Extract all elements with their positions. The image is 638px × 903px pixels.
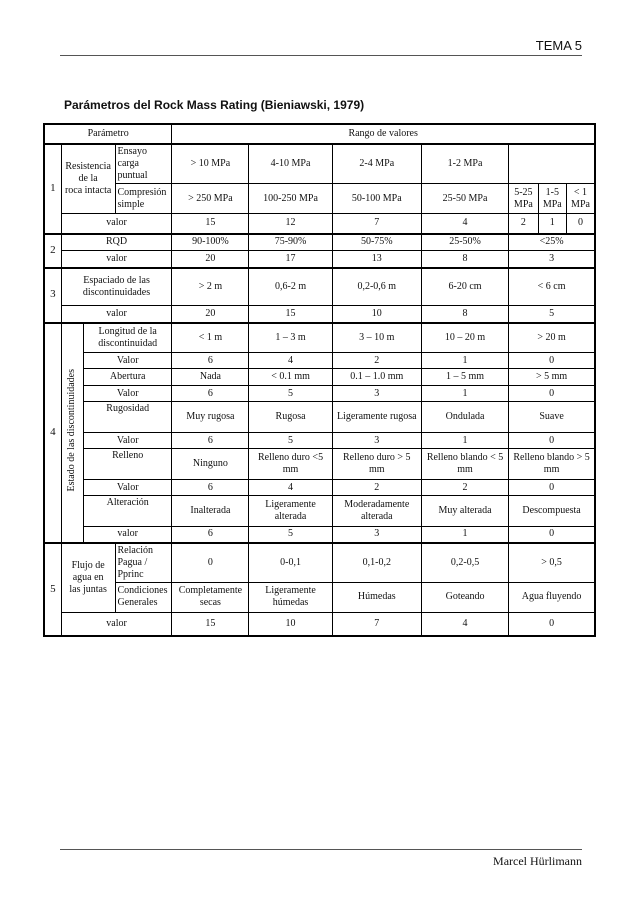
table-cell: 100-250 MPa <box>249 184 332 214</box>
table-cell: 0,6-2 m <box>249 268 332 306</box>
table-row <box>44 369 595 386</box>
table-cell: 0.1 – 1.0 mm <box>332 369 421 386</box>
table-cell: > 250 MPa <box>172 184 249 214</box>
rugosidad-label: Rugosidad <box>84 402 172 433</box>
page-header-title: TEMA 5 <box>535 38 582 53</box>
table-row <box>44 234 595 251</box>
table-cell: 0 <box>509 527 595 543</box>
table-cell: 4 <box>249 353 332 369</box>
document-title: Parámetros del Rock Mass Rating (Bieniawski, 1979) <box>64 98 365 112</box>
table-cell: Relleno duro > 5 mm <box>332 449 421 480</box>
table-row <box>44 214 595 234</box>
table-cell: 4 <box>421 612 508 636</box>
espaciado-label-line: Espaciado de las <box>83 274 150 286</box>
table-row <box>44 612 595 636</box>
table-cell: Ligeramente rugosa <box>332 402 421 433</box>
table-cell: 25-50 MPa <box>421 184 508 214</box>
table-cell: 7 <box>332 612 421 636</box>
valor-label: Valor <box>84 480 172 496</box>
table-cell: 8 <box>421 306 508 323</box>
table-cell: 5 <box>249 527 332 543</box>
table-cell: 8 <box>421 251 508 268</box>
table-row <box>44 353 595 369</box>
resistencia-label-line: Resistencia <box>65 161 111 172</box>
table-cell: 50-100 MPa <box>332 184 421 214</box>
espaciado-label-line: discontinuidades <box>82 286 151 298</box>
table-cell: Relleno blando < 5 mm <box>421 449 508 480</box>
table-cell: 15 <box>172 214 249 234</box>
resistencia-label-line: roca intacta <box>64 185 112 196</box>
table-cell: < 0.1 mm <box>249 369 332 386</box>
table-cell: > 0,5 <box>509 543 595 583</box>
table-cell: 7 <box>332 214 421 234</box>
table-row <box>44 449 595 480</box>
table-cell: 6 <box>172 527 249 543</box>
table-cell: Agua fluyendo <box>509 582 595 612</box>
table-row <box>44 144 595 184</box>
table-cell: 90-100% <box>172 234 249 251</box>
table-cell: Nada <box>172 369 249 386</box>
table-row <box>44 582 595 612</box>
table-cell: Suave <box>509 402 595 433</box>
table-cell: Descompuesta <box>509 496 595 527</box>
estado-discontinuidades-group <box>61 323 83 543</box>
table-cell: 1-5 MPa <box>538 184 566 214</box>
table-cell: > 2 m <box>172 268 249 306</box>
table-cell: 2 <box>509 214 538 234</box>
table-row <box>44 184 595 214</box>
table-cell: 4 <box>249 480 332 496</box>
table-cell: 12 <box>249 214 332 234</box>
table-cell: 5 <box>249 433 332 449</box>
row-number: 2 <box>44 234 61 268</box>
table-cell: 0 <box>509 433 595 449</box>
table-cell: 6 <box>172 386 249 402</box>
espaciado-label <box>61 268 172 306</box>
table-cell: > 5 mm <box>509 369 595 386</box>
footer-divider <box>60 849 582 850</box>
table-row <box>44 386 595 402</box>
table-cell: 0 <box>509 612 595 636</box>
table-cell: 1-2 MPa <box>421 144 508 184</box>
table-cell: Muy alterada <box>421 496 508 527</box>
valor-label: Valor <box>84 386 172 402</box>
table-cell: 2 <box>421 480 508 496</box>
compresion-simple-label: Compresión simple <box>115 184 172 214</box>
table-cell: 2 <box>332 480 421 496</box>
row-number: 5 <box>44 543 61 637</box>
table-cell: Moderadamente alterada <box>332 496 421 527</box>
table-cell: 15 <box>249 306 332 323</box>
table-cell: Completamente secas <box>172 582 249 612</box>
table-row <box>44 496 595 527</box>
table-row <box>44 433 595 449</box>
resistencia-label-line: de la <box>78 173 98 184</box>
table-cell: > 20 m <box>509 323 595 353</box>
table-cell: Húmedas <box>332 582 421 612</box>
table-cell: 0,1-0,2 <box>332 543 421 583</box>
table-cell: 5 <box>249 386 332 402</box>
table-cell: 0 <box>509 353 595 369</box>
table-cell: 0,2-0,5 <box>421 543 508 583</box>
header-divider <box>60 55 582 56</box>
alteracion-label: Alteración <box>84 496 172 527</box>
table-cell: > 10 MPa <box>172 144 249 184</box>
table-cell: 6 <box>172 353 249 369</box>
table-cell: 0 <box>509 386 595 402</box>
resistencia-label <box>61 144 115 214</box>
table-row <box>44 251 595 268</box>
estado-discontinuidades-label: Estado de las discontinuidades <box>66 369 78 492</box>
table-row <box>44 480 595 496</box>
table-cell: 1 – 3 m <box>249 323 332 353</box>
footer-author: Marcel Hürlimann <box>493 854 582 868</box>
table-cell: 0 <box>509 480 595 496</box>
table-cell: 50-75% <box>332 234 421 251</box>
table-row <box>44 543 595 583</box>
table-cell: 17 <box>249 251 332 268</box>
header-parametro: Parámetro <box>44 124 172 144</box>
longitud-label: Longitud de la discontinuidad <box>84 323 172 353</box>
table-cell: Goteando <box>421 582 508 612</box>
table-cell: 1 <box>421 353 508 369</box>
table-cell: 10 <box>249 612 332 636</box>
table-cell: < 1 m <box>172 323 249 353</box>
valor-label: valor <box>61 251 172 268</box>
table-cell: 3 – 10 m <box>332 323 421 353</box>
table-header-row <box>44 124 595 144</box>
valor-label: valor <box>61 214 172 234</box>
table-cell: 75-90% <box>249 234 332 251</box>
table-row <box>44 402 595 433</box>
table-cell <box>509 144 595 184</box>
table-cell: 25-50% <box>421 234 508 251</box>
table-row <box>44 527 595 543</box>
table-cell: 0,2-0,6 m <box>332 268 421 306</box>
flujo-agua-label-line: agua en <box>72 571 104 583</box>
table-cell: 3 <box>332 433 421 449</box>
table-cell: 20 <box>172 251 249 268</box>
rqd-label: RQD <box>61 234 172 251</box>
table-row <box>44 268 595 306</box>
table-cell: 5-25 MPa <box>509 184 538 214</box>
valor-label: valor <box>61 306 172 323</box>
table-cell: Relleno blando > 5 mm <box>509 449 595 480</box>
table-cell: < 1 MPa <box>567 184 596 214</box>
rmr-table <box>43 123 596 637</box>
valor-label: Valor <box>84 353 172 369</box>
table-cell: 6-20 cm <box>421 268 508 306</box>
table-cell: Relleno duro <5 mm <box>249 449 332 480</box>
abertura-label: Abertura <box>84 369 172 386</box>
table-cell: Rugosa <box>249 402 332 433</box>
table-cell: Ligeramente alterada <box>249 496 332 527</box>
table-row <box>44 323 595 353</box>
table-cell: 0-0,1 <box>249 543 332 583</box>
table-cell: 0 <box>567 214 596 234</box>
table-cell: 4-10 MPa <box>249 144 332 184</box>
valor-label: valor <box>61 612 172 636</box>
table-cell: 6 <box>172 480 249 496</box>
table-cell: 3 <box>332 527 421 543</box>
table-cell: Ligeramente húmedas <box>249 582 332 612</box>
table-cell: 0 <box>172 543 249 583</box>
table-cell: 2 <box>332 353 421 369</box>
row-number: 3 <box>44 268 61 323</box>
table-cell: 20 <box>172 306 249 323</box>
table-cell: 3 <box>509 251 595 268</box>
header-rango: Rango de valores <box>172 124 595 144</box>
table-cell: <25% <box>509 234 595 251</box>
valor-label: Valor <box>84 433 172 449</box>
valor-label: valor <box>84 527 172 543</box>
table-cell: 1 <box>421 433 508 449</box>
table-cell: 15 <box>172 612 249 636</box>
flujo-agua-label-line: Flujo de <box>71 559 105 571</box>
table-cell: 13 <box>332 251 421 268</box>
table-row <box>44 306 595 323</box>
table-cell: 1 – 5 mm <box>421 369 508 386</box>
row-number: 4 <box>44 323 61 543</box>
table-cell: Inalterada <box>172 496 249 527</box>
table-cell: 1 <box>421 386 508 402</box>
table-cell: 1 <box>421 527 508 543</box>
table-cell: 10 <box>332 306 421 323</box>
ensayo-carga-label: Ensayo carga puntual <box>115 144 172 184</box>
table-cell: Muy rugosa <box>172 402 249 433</box>
table-cell: 10 – 20 m <box>421 323 508 353</box>
row-number: 1 <box>44 144 61 234</box>
table-cell: < 6 cm <box>509 268 595 306</box>
flujo-agua-label-line: las juntas <box>69 583 107 595</box>
table-cell: 5 <box>509 306 595 323</box>
table-cell: 1 <box>538 214 566 234</box>
relacion-label: Relación Pagua / Pprinc <box>115 543 172 583</box>
table-cell: Ninguno <box>172 449 249 480</box>
flujo-agua-label <box>61 543 115 613</box>
table-cell: Ondulada <box>421 402 508 433</box>
table-cell: 6 <box>172 433 249 449</box>
condiciones-label: Condiciones Generales <box>115 582 172 612</box>
table-cell: 3 <box>332 386 421 402</box>
relleno-label: Relleno <box>84 449 172 480</box>
table-cell: 2-4 MPa <box>332 144 421 184</box>
table-cell: 4 <box>421 214 508 234</box>
